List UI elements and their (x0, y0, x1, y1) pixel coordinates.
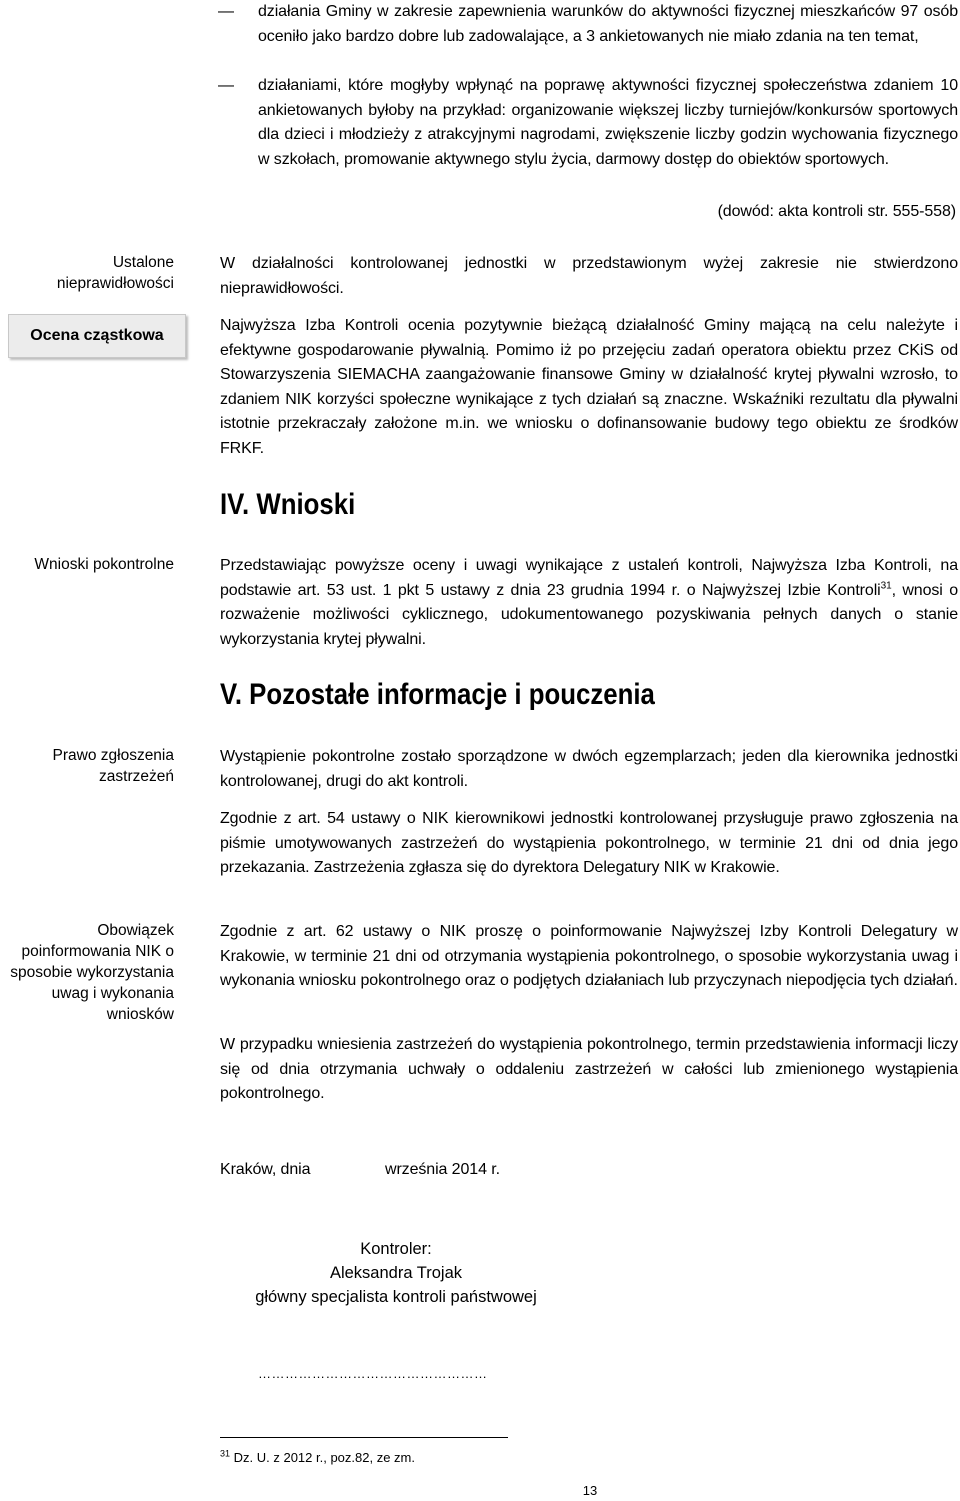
paragraph-copies: Wystąpienie pokontrolne zostało sporządzone w dwóch egzemplarzach; jeden dla kierownika jednostki kontrolowanej, drugi do akt kontroli. (220, 748, 958, 790)
evidence-reference: (dowód: akta kontroli str. 555-558) (717, 203, 956, 220)
footnote-divider (220, 1437, 508, 1438)
bullet-text: działania Gminy w zakresie zapewnienia warunków do aktywności fizycznej mieszkańców 97 osób oceniło jako bardzo dobre lub zadowalające, a 3 ankietowanych nie miało zdania na ten temat, (258, 3, 958, 45)
bullet-item (218, 74, 958, 172)
footnote: $^{31}$ Dz. U. z 2012 r., poz.82, ze zm. (220, 1448, 415, 1465)
paragraph-inform: Zgodnie z art. 62 ustawy o NIK proszę o poinformowanie Najwyższej Izby Kontroli Delegatury w Krakowie, w terminie 21 dni od otrzymania wystąpienia pokontrolnego, o sposobie wykorzystania uwag i wykonania wniosku pokontrolnego oraz o podjętych działaniach lub przyczynach niepodjęcia tych działań. (220, 923, 958, 989)
date-value: września 2014 r. (385, 1161, 500, 1178)
dash-icon: — (218, 3, 234, 20)
sidebar-label-right-to-object: Prawo zgłoszenia zastrzeżeń (52, 747, 174, 785)
footnote-reference[interactable]: 31 (880, 580, 892, 592)
paragraph-deadline: W przypadku wniesienia zastrzeżeń do wystąpienia pokontrolnego, termin przedstawienia informacji liczy się od dnia otrzymania uchwały o oddaleniu zastrzeżeń w całości lub zmienionego wystąpienia pokontrolnego. (220, 1036, 958, 1102)
place-label: Kraków, dnia (220, 1161, 311, 1178)
signature-block (196, 1237, 596, 1309)
paragraph-conclusions: Przedstawiając powyższe oceny i uwagi wynikające z ustaleń kontroli, Najwyższa Izba Kontroli, na podstawie art. 53 ust. 1 pkt 5 ustawy z dnia 23 grudnia 1994 r. o Najwyższej Izbie Kontroli$^{31}$, wnosi o rozważenie możliwości cyklicznego, udokumentowanego pozyskiwania pełnych danych o stanie wykorzystania krytej pływalni. (220, 557, 958, 648)
signature-name: Aleksandra Trojak (329, 1264, 463, 1282)
heading-conclusions: IV. Wnioski (220, 488, 356, 521)
heading-other-info: V. Pozostałe informacje i pouczenia (220, 678, 655, 711)
paragraph-assessment: Najwyższa Izba Kontroli ocenia pozytywnie bieżącą działalność Gminy mającą na celu należyte i efektywne gospodarowanie pływalnią. Pomimo iż po przejęciu zadań operatora obiektu przez CKiS od Stowarzyszenia SIEMACHA zaangażowanie finansowe Gminy w działalność krytej pływalni wzrosło, to zdaniem NIK korzyści społeczne wynikające z tych działań są znaczne. Wskaźniki rezultatu dla pływalni istotnie przekraczały założone m.in. we wniosku o dofinansowanie budowy tego obiektu ze środków FRKF. (220, 317, 958, 457)
dash-icon: — (218, 77, 234, 94)
paragraph-irregularities: W działalności kontrolowanej jednostki w przedstawionym wyżej zakresie nie stwierdzono nieprawidłowości. (220, 255, 958, 297)
sidebar-label-partial-assessment: Ocena cząstkowa (8, 314, 186, 358)
bullet-text: działaniami, które mogłyby wpłynąć na poprawę aktywności fizycznej społeczeństwa zdaniem 10 ankietowanych byłoby na przykład: organizowanie większej liczby turniejów/konkursów sportowych dla dzieci i młodzieży z atrakcyjnymi nagrodami, zwiększenie liczby godzin wychowania fizycznego w szkołach, promowanie aktywnego stylu życia, darmowy dostęp do obiektów sportowych. (258, 77, 958, 168)
sidebar-label-conclusions: Wnioski pokontrolne (34, 556, 174, 573)
signature-role: Kontroler: (360, 1240, 432, 1258)
paragraph-objections: Zgodnie z art. 54 ustawy o NIK kierownikowi jednostki kontrolowanej przysługuje prawo zgłoszenia na piśmie umotywowanych zastrzeżeń do wystąpienia pokontrolnego, w terminie 21 dni od dnia jego przekazania. Zastrzeżenia zgłasza się do dyrektora Delegatury NIK w Krakowie. (220, 810, 958, 876)
bullet-item (218, 0, 958, 49)
signature-dots: …………………………………………… (258, 1366, 488, 1381)
page-number: 13 (582, 1483, 598, 1498)
sidebar-label-duty-to-inform: Obowiązek poinformowania NIK o sposobie wykorzystania uwag i wykonania wniosków (10, 922, 174, 1023)
sidebar-label-irregularities: Ustalone nieprawidłowości (56, 254, 174, 292)
signature-title: główny specjalista kontroli państwowej (255, 1288, 537, 1306)
